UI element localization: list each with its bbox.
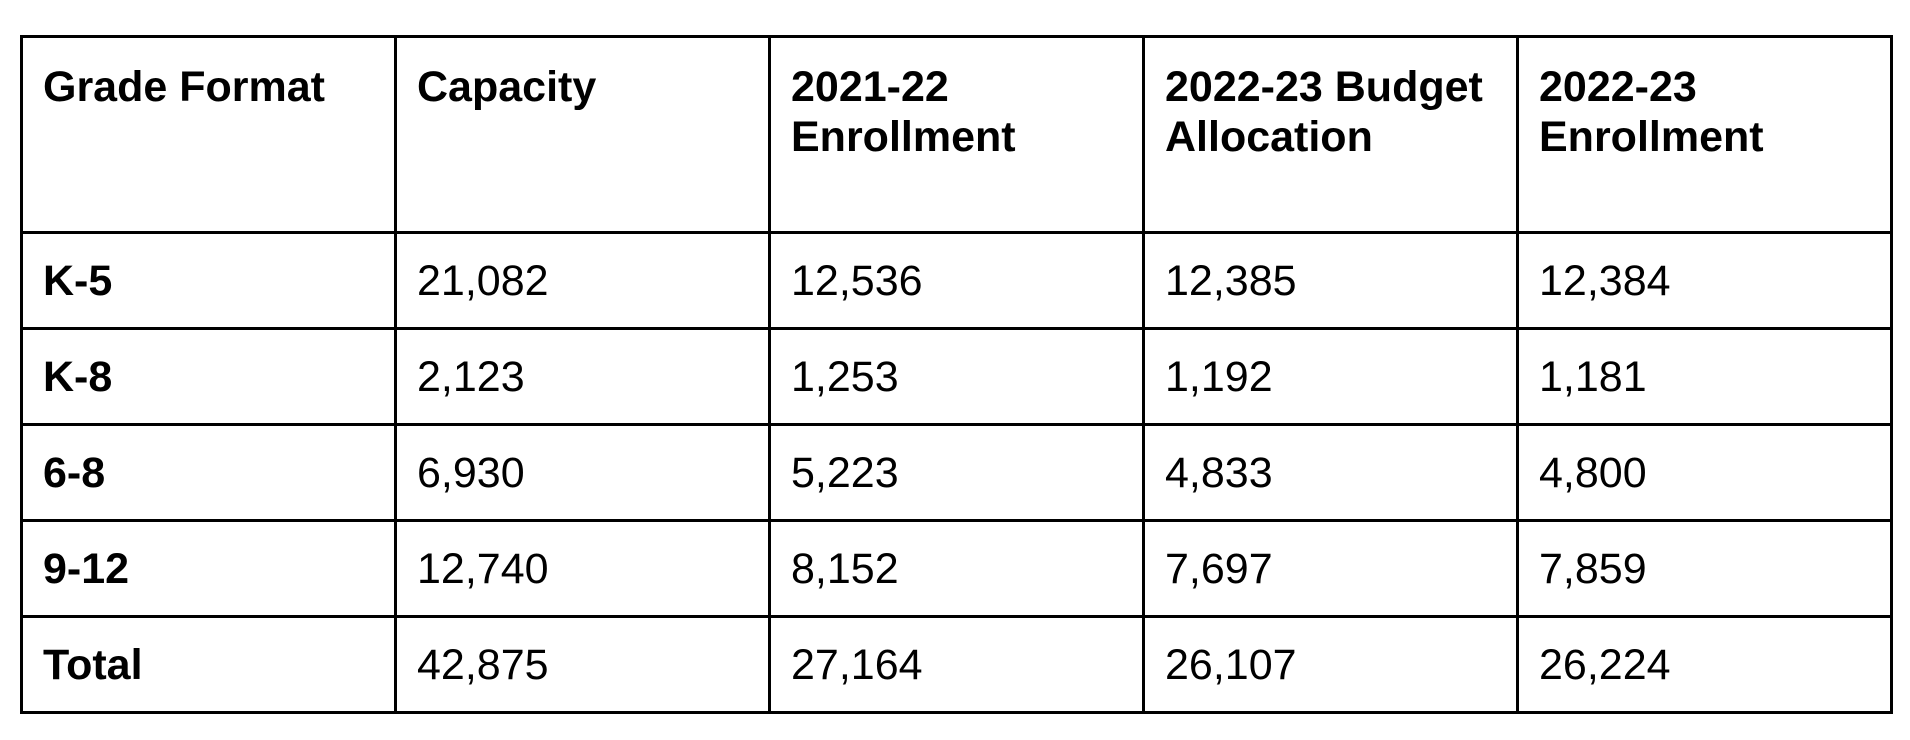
capacity-cell: 21,082 xyxy=(396,233,770,329)
header-2022-23-budget-allocation: 2022-23 Budget Allocation xyxy=(1144,37,1518,233)
capacity-cell: 42,875 xyxy=(396,617,770,713)
enrollment-2022-23-cell: 7,859 xyxy=(1518,521,1892,617)
enrollment-2022-23-cell: 4,800 xyxy=(1518,425,1892,521)
header-2022-23-enrollment: 2022-23 Enrollment xyxy=(1518,37,1892,233)
total-row xyxy=(22,617,1892,713)
table-row xyxy=(22,329,1892,425)
enrollment-2022-23-cell: 12,384 xyxy=(1518,233,1892,329)
header-row xyxy=(22,37,1892,233)
table-header xyxy=(22,37,1892,233)
row-label-cell: Total xyxy=(22,617,396,713)
enrollment-2021-22-cell: 12,536 xyxy=(770,233,1144,329)
header-capacity: Capacity xyxy=(396,37,770,233)
budget-allocation-2022-23-cell: 1,192 xyxy=(1144,329,1518,425)
table-row xyxy=(22,521,1892,617)
row-label-cell: K-8 xyxy=(22,329,396,425)
enrollment-2021-22-cell: 27,164 xyxy=(770,617,1144,713)
row-label-cell: 9-12 xyxy=(22,521,396,617)
capacity-cell: 6,930 xyxy=(396,425,770,521)
budget-allocation-2022-23-cell: 12,385 xyxy=(1144,233,1518,329)
header-grade-format: Grade Format xyxy=(22,37,396,233)
table-body xyxy=(22,233,1892,713)
capacity-cell: 12,740 xyxy=(396,521,770,617)
enrollment-2022-23-cell: 26,224 xyxy=(1518,617,1892,713)
table-row xyxy=(22,233,1892,329)
enrollment-2021-22-cell: 8,152 xyxy=(770,521,1144,617)
header-2021-22-enrollment: 2021-22 Enrollment xyxy=(770,37,1144,233)
row-label-cell: 6-8 xyxy=(22,425,396,521)
enrollment-2021-22-cell: 5,223 xyxy=(770,425,1144,521)
budget-allocation-2022-23-cell: 7,697 xyxy=(1144,521,1518,617)
row-label-cell: K-5 xyxy=(22,233,396,329)
capacity-cell: 2,123 xyxy=(396,329,770,425)
table-row xyxy=(22,425,1892,521)
enrollment-2021-22-cell: 1,253 xyxy=(770,329,1144,425)
enrollment-2022-23-cell: 1,181 xyxy=(1518,329,1892,425)
budget-allocation-2022-23-cell: 4,833 xyxy=(1144,425,1518,521)
enrollment-table xyxy=(20,35,1893,714)
budget-allocation-2022-23-cell: 26,107 xyxy=(1144,617,1518,713)
